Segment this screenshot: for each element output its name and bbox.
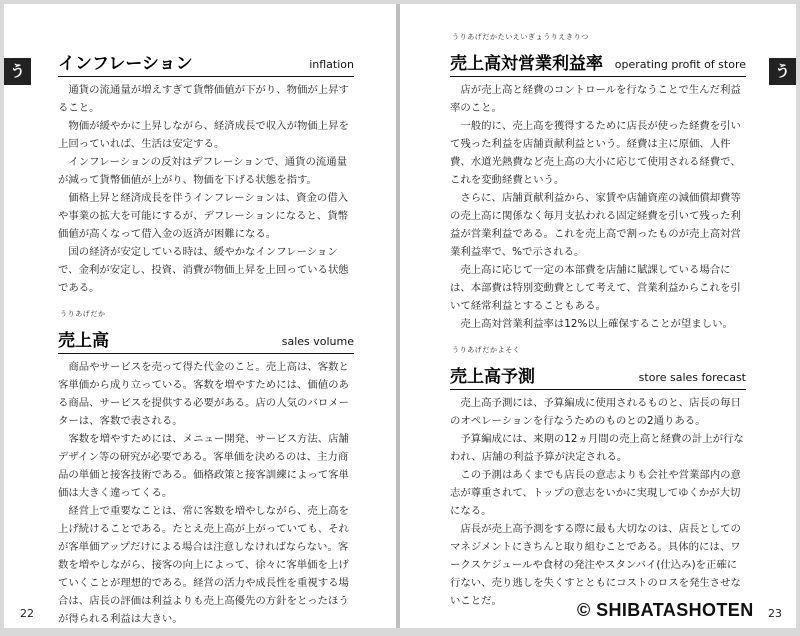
entry-header: [450, 345, 746, 390]
paragraph: 国の経済が安定している時は、緩やかなインフレーションで、金利が安定し、投資、消費が物価上昇を上回っている状態である。: [58, 246, 349, 294]
entry-english: inflation: [309, 58, 354, 71]
entry-header: [58, 32, 354, 77]
index-tab: う: [4, 58, 31, 85]
paragraph: 商品やサービスを売って得た代金のこと。売上高は、客数と客単価から成り立っている。客数を増やすためには、価値のある商品、サービスを提供する必要がある。店の人気のバロメーターは、客数で表される。: [58, 361, 349, 427]
entry-ruby: うりあげだか: [60, 310, 106, 318]
paragraph: 予算編成には、来期の12ヵ月間の売上高と経費の計上が行なわれ、店舗の利益予算が決定される。: [450, 433, 744, 463]
copyright-watermark: © SHIBATASHOTEN: [577, 600, 754, 620]
paragraph: この予測はあくまでも店長の意志よりも会社や営業部内の意志が尊重されて、トップの意志をいかに実現してゆくかが大切になる。: [450, 469, 741, 517]
page-number: 23: [768, 607, 782, 620]
paragraph: 物価が緩やかに上昇しながら、経済成長で収入が物価上昇を上回っていれば、生活は安定する。: [58, 120, 349, 150]
entry-term: 売上高予測: [450, 367, 535, 387]
entry-english: store sales forecast: [638, 371, 746, 384]
paragraph: 通貨の流通量が増えすぎて貨幣価値が下がり、物価が上昇すること。: [58, 84, 349, 114]
paragraph: 価格上昇と経済成長を伴うインフレーションは、資金の借入や事業の拡大を可能にするが、デフレーションになると、貨幣価値が高くなって借入金の返済が困難になる。: [58, 192, 349, 240]
paragraph: 売上高に応じて一定の本部費を店舗に賦課している場合には、本部費は特別変動費として考えて、営業利益からこれを引いて経常利益とすることもある。: [450, 264, 741, 312]
index-tab: う: [769, 58, 796, 85]
right-column: [450, 32, 746, 610]
left-column: [58, 32, 354, 628]
paragraph: 売上高対営業利益率は12%以上確保することが望ましい。: [460, 318, 733, 330]
right-page: [400, 4, 796, 628]
paragraph: 一般的に、売上高を獲得するために店長が使った経費を引いて残った利益を店舗貢献利益という。経費は主に原価、人件費、水道光熱費など売上高の大小に応じて使用される経費で、これを変動経費という。: [450, 120, 741, 186]
entry-inflation: [58, 32, 354, 297]
entry-ruby: うりあげだかたいえいぎょうりえきりつ: [452, 33, 589, 41]
paragraph: インフレーションの反対はデフレーションで、通貨の流通量が減って貨幣価値が上がり、物価を下げる状態を指す。: [58, 156, 348, 186]
entry-sales-forecast: [450, 345, 746, 610]
entry-header: [450, 32, 746, 77]
paragraph: 売上高予測には、予算編成に使用されるものと、店長の毎日のオペレーションを行なうためのものとの2通りある。: [450, 397, 741, 427]
entry-header: [58, 309, 354, 354]
left-page: [4, 4, 396, 628]
entry-english: operating profit of store: [614, 58, 746, 71]
entry-operating-profit: [450, 32, 746, 333]
entry-term: 売上高: [58, 331, 109, 351]
entry-sales-volume: [58, 309, 354, 628]
paragraph: さらに、店舗貢献利益から、家賃や店舗資産の減価償却費等の売上高に関係なく毎月支払われる固定経費を引いて残った利益が営業利益である。これを売上高で割ったものが売上高対営業利益率で、%で示される。: [450, 192, 741, 258]
page-number: 22: [20, 607, 34, 620]
entry-ruby: うりあげだかよそく: [452, 346, 521, 354]
entry-term: インフレーション: [58, 54, 193, 74]
entry-term: 売上高対営業利益率: [450, 54, 603, 74]
paragraph: 客数を増やすためには、メニュー開発、サービス方法、店舗デザイン等の研究が必要である。客単価を決めるのは、主力商品の単価と接客技術である。価格政策と接客訓練によって客単価は大きく違ってくる。: [58, 433, 349, 499]
paragraph: 店が売上高と経費のコントロールを行なうことで生んだ利益率のこと。: [450, 84, 741, 114]
paragraph: 店長が売上高予測をする際に最も大切なのは、店長としてのマネジメントにきちんと取り組むことである。具体的には、ワークスケジュールや食材の発注やスタンバイ(仕込み)を正確に行ない、売り逃しを失くすとともにコストのロスを発生させないことだ。: [450, 523, 741, 607]
paragraph: 経営上で重要なことは、常に客数を増やしながら、売上高を上げ続けることである。たとえ売上高が上がっていても、それが客単価アップだけによる場合は注意しなければならない。客数を増やしながら、接客の向上によって、徐々に客単価を上げていくことが理想的である。経営の活力や成長性を重視する場合は、店長の評価は利益よりも売上高優先の方針をとったほうが得られる利益は大きい。: [58, 505, 349, 625]
entry-english: sales volume: [281, 335, 354, 348]
